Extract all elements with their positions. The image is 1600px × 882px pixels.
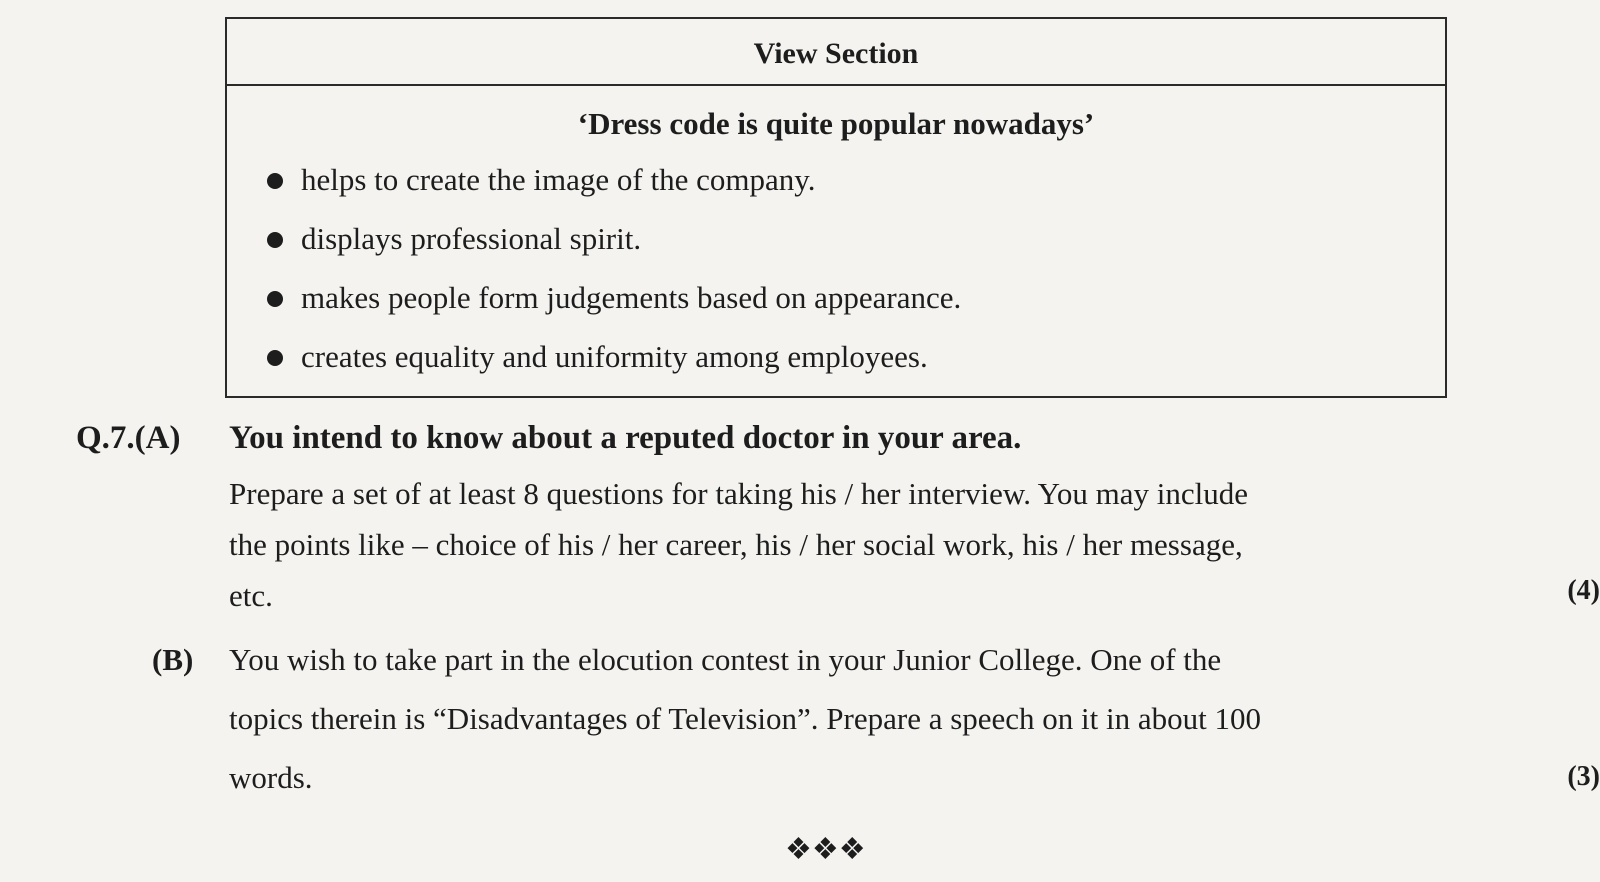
part-b-line: topics therein is “Disadvantages of Television”. Prepare a speech on it in about 100 — [229, 701, 1262, 736]
bullet-text: makes people form judgements based on appearance. — [301, 280, 962, 315]
part-a-label: (A) — [134, 420, 181, 456]
part-b-marks: (3) — [1567, 761, 1600, 792]
bullet-item — [267, 221, 641, 257]
question-number-text: Q.7. — [76, 420, 135, 456]
part-b-line: You wish to take part in the elocution contest in your Junior College. One of the — [229, 642, 1222, 677]
bullet-item — [267, 280, 961, 316]
bullet-icon — [267, 232, 283, 248]
question-number — [76, 420, 180, 457]
end-ornament: ❖❖❖ — [785, 832, 866, 867]
part-a-heading: You intend to know about a reputed doctor in your area. — [229, 420, 1022, 456]
view-section-header: View Section — [227, 19, 1445, 86]
bullet-item — [267, 162, 815, 198]
part-a-line: the points like – choice of his / her career, his / her social work, his / her message, — [229, 527, 1243, 562]
bullet-icon — [267, 350, 283, 366]
part-a-line: Prepare a set of at least 8 questions for taking his / her interview. You may include — [229, 476, 1249, 511]
view-section-box — [225, 17, 1447, 398]
bullet-item — [267, 339, 928, 375]
bullet-icon — [267, 291, 283, 307]
part-b-body — [229, 630, 1519, 807]
part-b-line: words. — [229, 760, 313, 795]
bullet-text: helps to create the image of the company. — [301, 162, 816, 197]
part-a-marks: (4) — [1567, 575, 1600, 606]
bullet-icon — [267, 173, 283, 189]
part-a-body — [229, 468, 1519, 621]
bullet-text: displays professional spirit. — [301, 221, 642, 256]
view-section-quote: ‘Dress code is quite popular nowadays’ — [577, 106, 1095, 141]
bullet-text: creates equality and uniformity among employees. — [301, 339, 928, 374]
part-a-line: etc. — [229, 578, 273, 613]
part-b-label: (B) — [152, 642, 194, 677]
